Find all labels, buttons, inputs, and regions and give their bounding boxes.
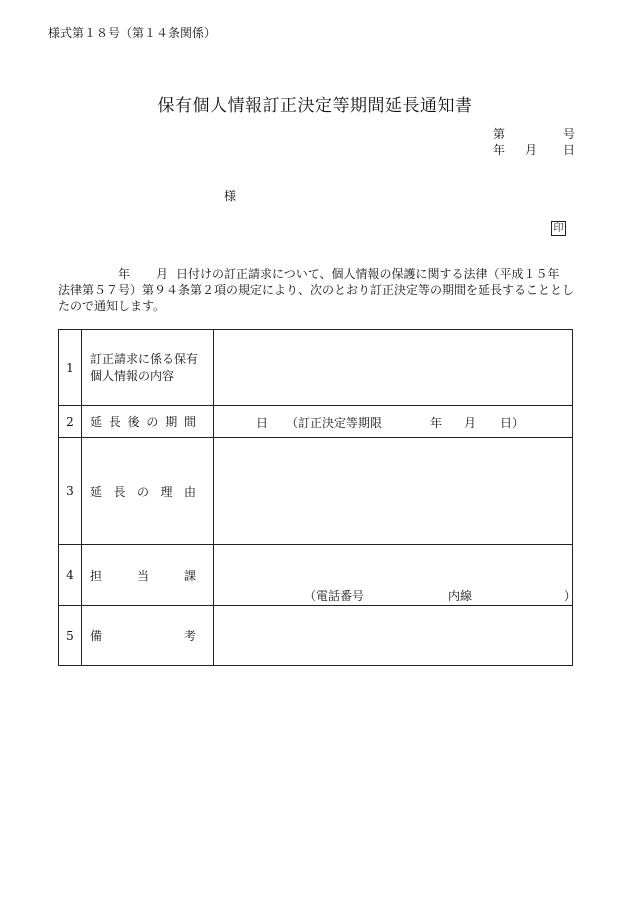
row-label-content	[82, 330, 214, 406]
phone-close-paren: ）	[564, 589, 577, 603]
label-char: 課	[183, 568, 196, 583]
body-line-3: たので通知します。	[58, 299, 166, 313]
content-value-cell[interactable]	[214, 330, 573, 406]
body-year: 年	[118, 267, 131, 281]
row-label-department	[82, 545, 214, 606]
body-line-2: 法律第５７号）第９４条第２項の規定により、次のとおり訂正決定等の期間を延長することとし	[58, 283, 575, 297]
doc-number-suffix: 号	[563, 127, 576, 141]
label-char: の	[136, 484, 149, 499]
row-label-line: 訂正請求に係る保有	[90, 351, 199, 366]
label-char: 期	[165, 415, 178, 429]
remarks-value-cell[interactable]	[214, 606, 573, 666]
label-char: 長	[113, 484, 126, 499]
table-row	[59, 330, 573, 406]
row-number: 2	[59, 406, 82, 438]
reason-value-cell[interactable]	[214, 438, 573, 545]
label-char: 延	[90, 484, 103, 499]
deadline-month-label: 月	[464, 416, 477, 430]
row-label-remarks	[82, 606, 214, 666]
doc-number-prefix: 第	[493, 127, 506, 141]
document-title: 保有個人情報訂正決定等期間延長通知書	[157, 96, 473, 116]
label-char: 長	[108, 415, 121, 429]
body-month: 月	[156, 267, 169, 281]
notice-details-table	[58, 329, 577, 666]
deadline-year-label: 年	[430, 416, 443, 430]
extension-label: 内線	[448, 589, 473, 603]
department-value-cell[interactable]	[214, 545, 577, 606]
period-day-label: 日	[256, 416, 269, 430]
row-label-line: 個人情報の内容	[90, 368, 175, 383]
label-char: 由	[183, 484, 196, 499]
row-number: 4	[59, 545, 82, 606]
row-number: 3	[59, 438, 82, 545]
date-year-label: 年	[493, 143, 506, 157]
row-number: 5	[59, 606, 82, 666]
deadline-day-label: 日）	[500, 416, 525, 430]
form-number-label: 様式第１８号（第１４条関係）	[48, 26, 217, 40]
label-char: 当	[136, 568, 149, 583]
label-char: 後	[127, 415, 140, 429]
label-char: の	[146, 415, 159, 429]
row-label-reason	[82, 438, 214, 545]
addressee-honorific: 様	[224, 189, 237, 203]
table-row	[59, 406, 573, 438]
row-label-period	[82, 406, 214, 438]
phone-number-label: （電話番号	[304, 589, 365, 603]
label-char: 延	[90, 415, 103, 429]
table-row	[59, 606, 573, 666]
body-line-1: 日付けの訂正請求について、個人情報の保護に関する法律（平成１５年	[176, 267, 560, 281]
period-value-cell[interactable]	[214, 406, 573, 438]
table-row	[59, 545, 573, 606]
date-day-label: 日	[563, 143, 576, 157]
label-char: 担	[90, 568, 103, 583]
row-number: 1	[59, 330, 82, 406]
label-char: 理	[160, 484, 173, 499]
table-row	[59, 438, 573, 545]
label-char: 間	[183, 415, 196, 429]
date-month-label: 月	[525, 143, 538, 157]
deadline-label: （訂正決定等期限	[286, 416, 383, 430]
label-char: 考	[183, 629, 196, 643]
seal-stamp: 印	[551, 221, 566, 236]
label-char: 備	[90, 629, 103, 643]
